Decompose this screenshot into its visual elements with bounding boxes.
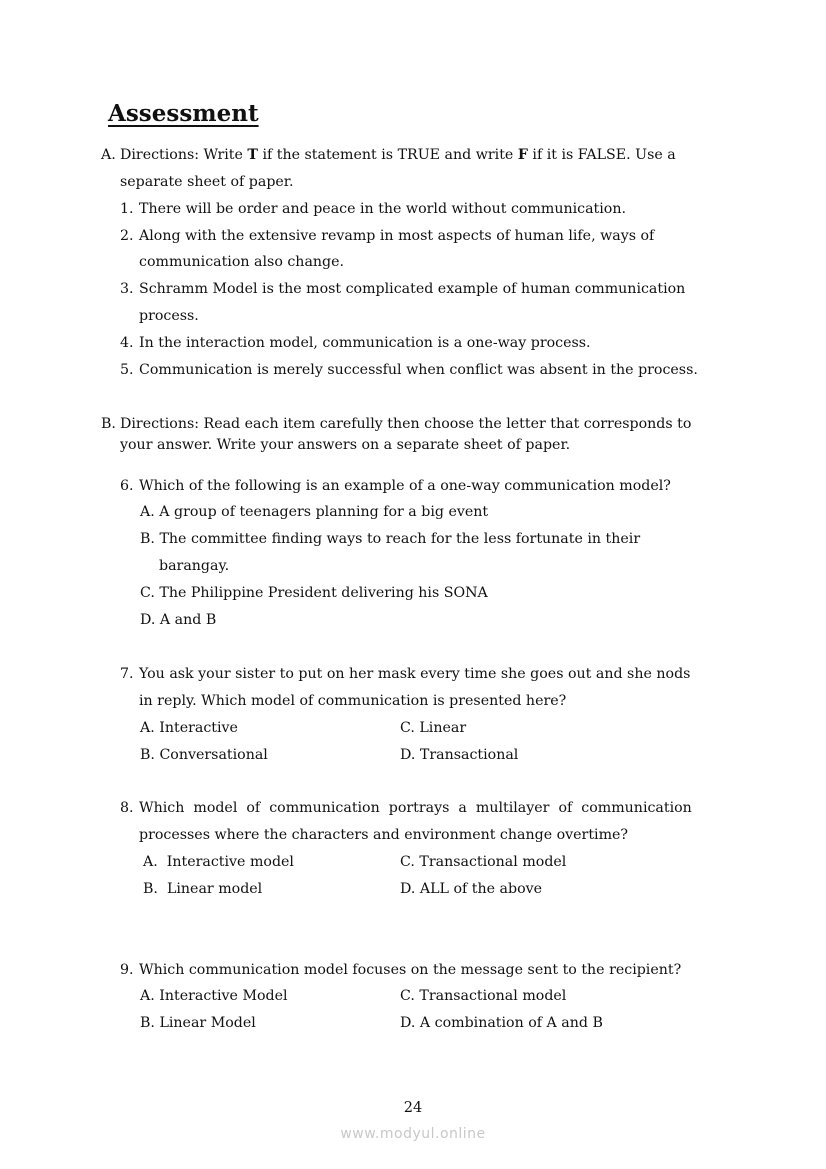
choice-b: B. Linear Model [140,1015,256,1031]
choice-b: B. Linear model [143,881,263,897]
choice-c: C. Transactional model [400,854,567,870]
choice-d: D. Transactional [400,747,519,763]
question-text: Which of the following is an example of a one-way communication model? [139,478,671,494]
item-text: There will be order and peace in the world without communication. [139,201,626,217]
choice-b: B. The committee finding ways to reach for the less fortunate in their [140,531,641,547]
page-number: 24 [403,1100,423,1116]
question-number: 6. [120,478,134,494]
question-number: 8. [120,800,134,816]
part-b-label: B. [101,416,116,432]
item-text: communication also change. [139,254,345,270]
item-number: 3. [120,281,134,297]
question-text: Which model of communication portrays a multilayer of communication [139,800,692,816]
choice-b: B. Conversational [140,747,268,763]
choice-d: D. A and B [140,612,217,628]
question-text: You ask your sister to put on her mask every time she goes out and she nods [139,666,691,682]
item-number: 1. [120,201,134,217]
choice-a: A. Interactive [140,720,238,736]
choice-a: A. Interactive Model [140,988,288,1004]
part-b-directions: Directions: Read each item carefully then choose the letter that corresponds to [120,416,692,432]
question-text: Which communication model focuses on the message sent to the recipient? [139,962,682,978]
choice-d: D. A combination of A and B [400,1015,603,1031]
question-text-cont: in reply. Which model of communication is presented here? [139,693,567,709]
watermark: www.modyul.online [340,1126,486,1142]
choice-c: C. The Philippine President delivering his SONA [140,585,488,601]
item-text: Communication is merely successful when conflict was absent in the process. [139,362,698,378]
part-a-directions-cont: separate sheet of paper. [120,174,294,190]
part-b-directions-cont: your answer. Write your answers on a separate sheet of paper. [120,437,571,453]
choice-c: C. Linear [400,720,467,736]
question-number: 7. [120,666,134,682]
question-text-cont: processes where the characters and environment change overtime? [139,827,629,843]
item-number: 4. [120,335,134,351]
item-text: Schramm Model is the most complicated example of human communication [139,281,686,297]
part-a-label: A. [101,147,116,163]
choice-b-cont: barangay. [159,558,230,574]
choice-c: C. Transactional model [400,988,567,1004]
item-number: 2. [120,228,134,244]
part-a-directions: Directions: Write T if the statement is TRUE and write F if it is FALSE. Use a [120,147,676,163]
question-number: 9. [120,962,134,978]
choice-a: A. A group of teenagers planning for a big event [140,504,489,520]
choice-a: A. Interactive model [143,854,294,870]
choice-d: D. ALL of the above [400,881,543,897]
item-text: process. [139,308,199,324]
page-title: Assessment [108,100,259,127]
item-number: 5. [120,362,134,378]
item-text: Along with the extensive revamp in most aspects of human life, ways of [139,228,655,244]
item-text: In the interaction model, communication is a one-way process. [139,335,591,351]
